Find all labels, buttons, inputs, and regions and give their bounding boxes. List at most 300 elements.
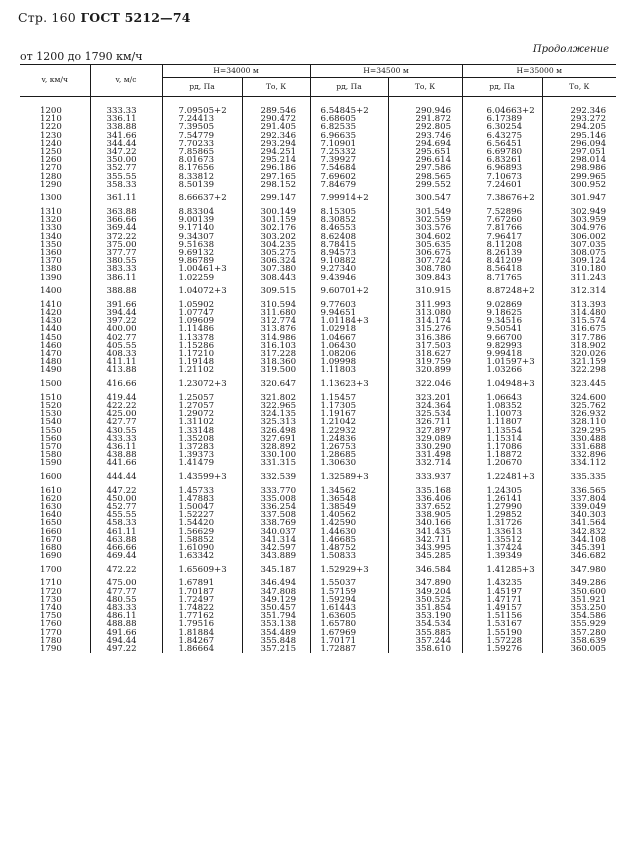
table-cell: 302.949 <box>542 208 616 216</box>
table-cell: 333.770 <box>242 487 310 495</box>
table-cell: 7.52896 <box>462 208 542 216</box>
table-cell: 335.168 <box>388 487 462 495</box>
table-cell: 299.147 <box>242 189 310 208</box>
table-cell: 315.276 <box>388 325 462 333</box>
table-cell: 355.848 <box>242 637 310 645</box>
table-cell: 345.187 <box>242 560 310 579</box>
table-cell: 331.315 <box>242 459 310 467</box>
table-cell: 1.67969 <box>310 629 388 637</box>
table-cell: 351.921 <box>542 596 616 604</box>
table-cell: 1380 <box>40 264 62 275</box>
table-cell: 1.17210 <box>162 350 242 358</box>
table-cell: 8.66637+2 <box>162 189 242 208</box>
table-cell: 343.995 <box>388 544 462 552</box>
table-cell: 1720 <box>40 586 62 597</box>
table-cell: 408.33 <box>90 350 162 358</box>
table-cell: 483.33 <box>90 604 162 612</box>
table-cell: 1.72497 <box>162 596 242 604</box>
table-cell: 310.180 <box>542 265 616 273</box>
table-cell: 355.929 <box>542 620 616 628</box>
table-cell: 296.614 <box>388 156 462 164</box>
table-cell: 306.324 <box>242 257 310 265</box>
table-cell: 8.56418 <box>462 265 542 273</box>
table-cell: 347.980 <box>542 560 616 579</box>
table-cell: 319.759 <box>388 358 462 366</box>
table-cell: 369.44 <box>90 224 162 232</box>
table-cell: 6.30254 <box>462 123 542 131</box>
table-cell: 331.498 <box>388 451 462 459</box>
table-cell: 452.77 <box>90 503 162 511</box>
table-cell: 416.66 <box>90 375 162 394</box>
table-row <box>20 189 616 208</box>
table-cell: 1.65780 <box>310 620 388 628</box>
table-cell: 335.008 <box>242 495 310 503</box>
table-cell: 469.44 <box>90 552 162 560</box>
table-cell: 313.393 <box>542 301 616 309</box>
table-cell: 1.31726 <box>462 519 542 527</box>
table-cell: 1.43599+3 <box>162 468 242 487</box>
table-row <box>20 459 616 467</box>
table-cell: 1.47171 <box>462 596 542 604</box>
table-cell: 6.83261 <box>462 156 542 164</box>
table-row <box>20 375 616 394</box>
table-cell: 1560 <box>40 433 62 444</box>
col-header-p: pд, Па <box>310 78 388 97</box>
table-cell: 322.046 <box>388 375 462 394</box>
table-cell: 311.680 <box>242 309 310 317</box>
table-cell: 343.889 <box>242 552 310 560</box>
table-cell: 1660 <box>40 526 62 537</box>
table-cell: 1.57159 <box>310 588 388 596</box>
table-cell: 1650 <box>40 518 62 529</box>
table-cell: 1750 <box>40 611 62 622</box>
table-cell: 433.33 <box>90 435 162 443</box>
table-cell: 294.694 <box>388 140 462 148</box>
table-cell: 411.11 <box>90 358 162 366</box>
table-cell: 345.391 <box>542 544 616 552</box>
table-cell: 1280 <box>40 171 62 182</box>
table-cell: 323.201 <box>388 394 462 402</box>
table-cell: 342.832 <box>542 528 616 536</box>
table-cell: 317.786 <box>542 334 616 342</box>
table-cell: 1790 <box>40 643 62 654</box>
table-cell: 332.714 <box>388 459 462 467</box>
table-cell: 314.480 <box>542 309 616 317</box>
table-cell: 9.10882 <box>310 257 388 265</box>
table-cell: 349.286 <box>542 579 616 587</box>
table-cell: 472.22 <box>90 560 162 579</box>
table-cell: 391.66 <box>90 301 162 309</box>
table-cell: 339.049 <box>542 503 616 511</box>
table-cell: 320.647 <box>242 375 310 394</box>
table-cell: 7.39927 <box>310 156 388 164</box>
table-cell: 1500 <box>40 379 62 390</box>
table-cell: 466.66 <box>90 544 162 552</box>
table-cell: 6.56451 <box>462 140 542 148</box>
table-cell: 1430 <box>40 316 62 327</box>
table-cell: 331.688 <box>542 443 616 451</box>
table-cell: 430.55 <box>90 427 162 435</box>
table-cell: 1.19167 <box>310 410 388 418</box>
table-cell: 7.10673 <box>462 173 542 181</box>
table-cell: 353.138 <box>242 620 310 628</box>
table-cell: 293.746 <box>388 132 462 140</box>
table-cell: 289.546 <box>242 97 310 116</box>
table-cell: 386.11 <box>90 274 162 282</box>
table-cell: 1.59294 <box>310 596 388 604</box>
table-cell: 1310 <box>40 207 62 218</box>
table-cell: 1.49157 <box>462 604 542 612</box>
table-cell: 1.04948+3 <box>462 375 542 394</box>
table-cell: 1.50047 <box>162 503 242 511</box>
table-cell: 444.44 <box>90 468 162 487</box>
table-cell: 336.565 <box>542 487 616 495</box>
table-cell: 305.635 <box>388 241 462 249</box>
table-cell: 1.52227 <box>162 511 242 519</box>
group-header-h3: H=35000 м <box>462 65 616 78</box>
group-header-h2: H=34500 м <box>310 65 462 78</box>
table-cell: 9.27340 <box>310 265 388 273</box>
table-cell: 332.539 <box>242 468 310 487</box>
table-cell: 1.56629 <box>162 528 242 536</box>
table-cell: 1.45197 <box>462 588 542 596</box>
table-cell: 9.17140 <box>162 224 242 232</box>
table-cell: 1.81884 <box>162 629 242 637</box>
table-cell: 327.897 <box>388 427 462 435</box>
table-cell: 1240 <box>40 138 62 149</box>
table-cell: 307.380 <box>242 265 310 273</box>
table-cell: 1.42590 <box>310 519 388 527</box>
table-cell: 313.080 <box>388 309 462 317</box>
table-cell: 383.33 <box>90 265 162 273</box>
table-cell: 1.29072 <box>162 410 242 418</box>
table-cell: 336.406 <box>388 495 462 503</box>
table-cell: 8.94573 <box>310 249 388 257</box>
table-cell: 346.682 <box>542 552 616 560</box>
table-cell: 334.112 <box>542 459 616 467</box>
table-cell: 304.976 <box>542 224 616 232</box>
table-cell: 461.11 <box>90 528 162 536</box>
table-cell: 347.890 <box>388 579 462 587</box>
table-cell: 351.794 <box>242 612 310 620</box>
table-cell: 1370 <box>40 256 62 267</box>
table-cell: 333.937 <box>388 468 462 487</box>
table-cell: 8.71765 <box>462 274 542 282</box>
table-cell: 447.22 <box>90 487 162 495</box>
table-cell: 326.711 <box>388 418 462 426</box>
table-cell: 1470 <box>40 349 62 360</box>
table-cell: 9.02869 <box>462 301 542 309</box>
table-cell: 303.202 <box>242 233 310 241</box>
table-cell: 346.584 <box>388 560 462 579</box>
table-cell: 7.54684 <box>310 164 388 172</box>
table-cell: 309.124 <box>542 257 616 265</box>
table-cell: 422.22 <box>90 402 162 410</box>
table-cell: 306.675 <box>388 249 462 257</box>
table-cell: 1290 <box>40 179 62 190</box>
table-cell: 1.06430 <box>310 342 388 350</box>
table-cell: 290.946 <box>388 97 462 116</box>
col-header-v-ms: v, м/с <box>90 65 162 97</box>
table-cell: 9.51638 <box>162 241 242 249</box>
table-cell: 438.88 <box>90 451 162 459</box>
table-cell: 480.55 <box>90 596 162 604</box>
table-cell: 325.534 <box>388 410 462 418</box>
table-cell: 477.77 <box>90 588 162 596</box>
table-cell: 441.66 <box>90 459 162 467</box>
table-cell: 1760 <box>40 619 62 630</box>
table-cell: 8.62408 <box>310 233 388 241</box>
table-cell: 1340 <box>40 231 62 242</box>
table-cell: 1.35512 <box>462 536 542 544</box>
table-cell: 323.445 <box>542 375 616 394</box>
table-cell: 9.99418 <box>462 350 542 358</box>
group-header-h1: H=34000 м <box>162 65 310 78</box>
table-cell: 354.586 <box>542 612 616 620</box>
table-cell: 341.564 <box>542 519 616 527</box>
table-cell: 1.33148 <box>162 427 242 435</box>
table-cell: 342.711 <box>388 536 462 544</box>
table-cell: 6.04663+2 <box>462 97 542 116</box>
table-cell: 312.774 <box>242 317 310 325</box>
table-cell: 340.303 <box>542 511 616 519</box>
col-header-p: pд, Па <box>462 78 542 97</box>
table-cell: 1.26753 <box>310 443 388 451</box>
table-cell: 1.27990 <box>462 503 542 511</box>
table-cell: 372.22 <box>90 233 162 241</box>
table-cell: 327.691 <box>242 435 310 443</box>
table-cell: 301.947 <box>542 189 616 208</box>
table-cell: 297.586 <box>388 164 462 172</box>
speed-range-label: от 1200 до 1790 км/ч <box>20 50 143 63</box>
table-cell: 1.21102 <box>162 366 242 374</box>
table-cell: 1.02918 <box>310 325 388 333</box>
table-body <box>20 97 616 654</box>
table-cell: 1.13623+3 <box>310 375 388 394</box>
standard-number: ГОСТ 5212—74 <box>80 10 191 25</box>
table-cell: 1610 <box>40 485 62 496</box>
table-cell: 355.55 <box>90 173 162 181</box>
table-cell: 1420 <box>40 308 62 319</box>
table-cell: 292.805 <box>388 123 462 131</box>
table-cell: 337.508 <box>242 511 310 519</box>
col-header-t: Tо, К <box>242 78 310 97</box>
table-cell: 1.21042 <box>310 418 388 426</box>
table-cell: 400.00 <box>90 325 162 333</box>
table-cell: 1.35208 <box>162 435 242 443</box>
table-cell: 1700 <box>40 564 62 575</box>
table-cell: 349.129 <box>242 596 310 604</box>
col-header-t: Tо, К <box>542 78 616 97</box>
table-cell: 344.44 <box>90 140 162 148</box>
table-cell: 1.03266 <box>462 366 542 374</box>
table-cell: 298.986 <box>542 164 616 172</box>
table-cell: 1.29852 <box>462 511 542 519</box>
table-cell: 1.37283 <box>162 443 242 451</box>
table-cell: 1.43235 <box>462 579 542 587</box>
table-cell: 1.32589+3 <box>310 468 388 487</box>
table-cell: 298.014 <box>542 156 616 164</box>
table-cell: 1.17086 <box>462 443 542 451</box>
table-cell: 308.075 <box>542 249 616 257</box>
table-cell: 291.405 <box>242 123 310 131</box>
table-cell: 295.651 <box>388 148 462 156</box>
table-cell: 8.83304 <box>162 208 242 216</box>
table-cell: 358.610 <box>388 645 462 653</box>
table-cell: 352.77 <box>90 164 162 172</box>
table-cell: 1.33613 <box>462 528 542 536</box>
table-cell: 1.11807 <box>462 418 542 426</box>
table-cell: 308.443 <box>242 274 310 282</box>
table-cell: 1.45733 <box>162 487 242 495</box>
table-cell: 330.100 <box>242 451 310 459</box>
table-cell: 436.11 <box>90 443 162 451</box>
table-cell: 299.552 <box>388 181 462 189</box>
table-cell: 1.55190 <box>462 629 542 637</box>
table-cell: 7.85865 <box>162 148 242 156</box>
table-cell: 8.01673 <box>162 156 242 164</box>
table-cell: 7.38676+2 <box>462 189 542 208</box>
table-cell: 1320 <box>40 215 62 226</box>
table-cell: 1.01184+3 <box>310 317 388 325</box>
table-cell: 350.457 <box>242 604 310 612</box>
table-cell: 317.228 <box>242 350 310 358</box>
table-cell: 1.46685 <box>310 536 388 544</box>
table-cell: 1450 <box>40 332 62 343</box>
table-cell: 1570 <box>40 441 62 452</box>
table-cell: 305.275 <box>242 249 310 257</box>
table-cell: 1620 <box>40 493 62 504</box>
table-cell: 1600 <box>40 471 62 482</box>
table-cell: 304.235 <box>242 241 310 249</box>
table-cell: 316.386 <box>388 334 462 342</box>
table-cell: 358.639 <box>542 637 616 645</box>
table-cell: 321.159 <box>542 358 616 366</box>
table-cell: 9.94651 <box>310 309 388 317</box>
table-cell: 1.27057 <box>162 402 242 410</box>
table-cell: 458.33 <box>90 519 162 527</box>
table-cell: 9.50541 <box>462 325 542 333</box>
continuation-label: Продолжение <box>532 44 609 55</box>
table-cell: 1.22932 <box>310 427 388 435</box>
table-cell: 303.576 <box>388 224 462 232</box>
table-cell: 295.146 <box>542 132 616 140</box>
table-cell: 1.02259 <box>162 274 242 282</box>
table-cell: 425.00 <box>90 410 162 418</box>
table-cell: 328.892 <box>242 443 310 451</box>
table-cell: 1.13378 <box>162 334 242 342</box>
table-cell: 1.28685 <box>310 451 388 459</box>
table-cell: 6.82535 <box>310 123 388 131</box>
table-cell: 1510 <box>40 392 62 403</box>
table-cell: 7.70233 <box>162 140 242 148</box>
table-row <box>20 282 616 301</box>
table-cell: 455.55 <box>90 511 162 519</box>
table-cell: 1.24836 <box>310 435 388 443</box>
table-cell: 292.346 <box>242 132 310 140</box>
table-cell: 306.002 <box>542 233 616 241</box>
table-cell: 1.00461+3 <box>162 265 242 273</box>
table-cell: 337.652 <box>388 503 462 511</box>
table-cell: 301.159 <box>242 216 310 224</box>
table-cell: 333.33 <box>90 97 162 116</box>
table-cell: 325.762 <box>542 402 616 410</box>
table-cell: 1.30630 <box>310 459 388 467</box>
table-cell: 1.41285+3 <box>462 560 542 579</box>
table-cell: 298.152 <box>242 181 310 189</box>
table-cell: 6.43275 <box>462 132 542 140</box>
table-cell: 340.166 <box>388 519 462 527</box>
page-number: Стр. 160 <box>18 10 76 25</box>
table-cell: 491.66 <box>90 629 162 637</box>
table-cell: 1260 <box>40 155 62 166</box>
table-cell: 7.39505 <box>162 123 242 131</box>
table-cell: 1.61090 <box>162 544 242 552</box>
table-cell: 8.15305 <box>310 208 388 216</box>
table-cell: 1.11803 <box>310 366 388 374</box>
table-cell: 304.602 <box>388 233 462 241</box>
table-cell: 8.11208 <box>462 241 542 249</box>
table-row <box>20 274 616 282</box>
table-cell: 394.44 <box>90 309 162 317</box>
table-cell: 1.50833 <box>310 552 388 560</box>
table-cell: 1550 <box>40 425 62 436</box>
table-cell: 7.84679 <box>310 181 388 189</box>
table-cell: 1.04667 <box>310 334 388 342</box>
table-cell: 324.364 <box>388 402 462 410</box>
table-cell: 1230 <box>40 130 62 141</box>
table-cell: 1.25057 <box>162 394 242 402</box>
atmosphere-table <box>20 64 616 653</box>
table-cell: 1.55037 <box>310 579 388 587</box>
table-cell: 312.314 <box>542 282 616 301</box>
table-cell: 7.10901 <box>310 140 388 148</box>
table-cell: 314.174 <box>388 317 462 325</box>
table-cell: 1.48752 <box>310 544 388 552</box>
table-cell: 350.525 <box>388 596 462 604</box>
table-cell: 8.87248+2 <box>462 282 542 301</box>
table-cell: 427.77 <box>90 418 162 426</box>
table-cell: 6.17389 <box>462 115 542 123</box>
table-cell: 6.54845+2 <box>310 97 388 116</box>
table-cell: 1390 <box>40 272 62 283</box>
table-cell: 1460 <box>40 340 62 351</box>
table-cell: 1.36548 <box>310 495 388 503</box>
table-cell: 1.57228 <box>462 637 542 645</box>
table-cell: 1.72887 <box>310 645 388 653</box>
col-header-p: pд, Па <box>162 78 242 97</box>
table-cell: 1.47883 <box>162 495 242 503</box>
table-cell: 292.346 <box>542 97 616 116</box>
table-cell: 8.46553 <box>310 224 388 232</box>
table-cell: 328.110 <box>542 418 616 426</box>
table-cell: 350.00 <box>90 156 162 164</box>
table-cell: 1.52929+3 <box>310 560 388 579</box>
table-cell: 1.17305 <box>310 402 388 410</box>
table-cell: 358.33 <box>90 181 162 189</box>
table-cell: 330.488 <box>542 435 616 443</box>
table-cell: 9.66700 <box>462 334 542 342</box>
table-cell: 1.74822 <box>162 604 242 612</box>
table-cell: 494.44 <box>90 637 162 645</box>
table-cell: 1.18872 <box>462 451 542 459</box>
table-cell: 319.500 <box>242 366 310 374</box>
table-cell: 353.250 <box>542 604 616 612</box>
table-cell: 388.88 <box>90 282 162 301</box>
table-cell: 316.103 <box>242 342 310 350</box>
table-cell: 1520 <box>40 400 62 411</box>
table-cell: 307.035 <box>542 241 616 249</box>
